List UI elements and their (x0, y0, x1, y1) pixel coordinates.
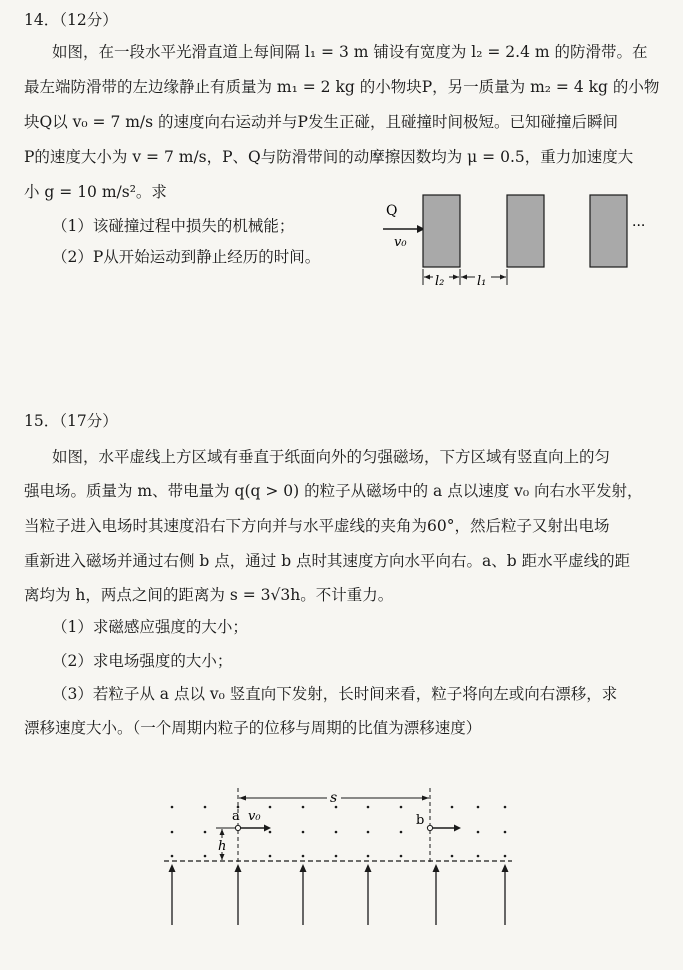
q15-fig-label-b: b (416, 813, 425, 828)
q15-fig-label-s: s (330, 790, 338, 806)
q14-dim-l2-arrow-left (424, 275, 430, 280)
q15-subquestion-3-cont: 漂移速度大小。（一个周期内粒子的位移与周期的比值为漂移速度） (24, 719, 482, 737)
q15-s-arrow-left (239, 796, 246, 801)
q15-text-line-4: 重新进入磁场并通过右侧 b 点，通过 b 点时其速度方向水平向右。a、b 距水平虚线的距 (24, 552, 631, 570)
q15-text-line-5: 离均为 h，两点之间的距离为 s = 3√3h。不计重力。 (24, 586, 394, 604)
q14-figure (380, 190, 680, 295)
q14-friction-strip-2 (507, 195, 544, 267)
q15-fig-label-v0: v₀ (248, 809, 261, 824)
q15-text-line-3: 当粒子进入电场时其速度沿右下方向并与水平虚线的夹角为60°，然后粒子又射出电场 (24, 517, 610, 535)
q14-fig-label-Q: Q (386, 203, 398, 219)
q15-subquestion-2: （2）求电场强度的大小； (52, 652, 233, 670)
q15-h-arrow-bottom (220, 854, 225, 860)
q15-s-arrow-right (422, 796, 429, 801)
q15-text-line-1: 如图，水平虚线上方区域有垂直于纸面向外的匀强磁场，下方区域有竖直向上的匀 (52, 448, 611, 466)
q14-subquestion-2: （2）P从开始运动到静止经历的时间。 (52, 248, 321, 266)
q15-electric-field-arrows (169, 864, 509, 925)
q14-friction-strip-1 (423, 195, 460, 267)
q14-dim-l1-arrow-left (461, 275, 467, 280)
q15-b-velocity-arrowhead (454, 825, 461, 832)
q15-text-line-2: 强电场。质量为 m、带电量为 q(q > 0) 的粒子从磁场中的 a 点以速度 v₀ 向右水平发射， (24, 482, 643, 500)
q14-text-line-5: 小 g = 10 m/s²。求 (24, 183, 167, 201)
q14-fig-label-v0: v₀ (394, 235, 407, 250)
q14-fig-label-l2: l₂ (435, 274, 445, 289)
q14-subquestion-1: （1）该碰撞过程中损失的机械能； (52, 217, 295, 235)
q14-fig-ellipsis: ··· (632, 218, 646, 234)
q14-dim-l2-arrow-right (453, 275, 459, 280)
q15-a-velocity-arrowhead (264, 825, 271, 832)
q15-fig-label-h: h (218, 839, 227, 854)
q14-text-line-2: 最左端防滑带的左边缘静止有质量为 m₁ = 2 kg 的小物块P，另一质量为 m₂ = 4 kg 的小物 (24, 78, 660, 96)
q15-fig-label-a: a (232, 809, 240, 824)
q14-friction-strip-3 (590, 195, 627, 267)
q14-header: 14．（12分） (24, 11, 118, 29)
q14-text-line-3: 块Q以 v₀ = 7 m/s 的速度向右运动并与P发生正碰，且碰撞时间极短。已知碰撞后瞬间 (24, 113, 618, 131)
q15-subquestion-3: （3）若粒子从 a 点以 v₀ 竖直向下发射，长时间来看，粒子将向左或向右漂移，求 (52, 685, 618, 703)
q14-text-line-1: 如图，在一段水平光滑直道上每间隔 l₁ = 3 m 铺设有宽度为 l₂ = 2.4 m 的防滑带。在 (52, 43, 648, 61)
q15-point-b (427, 825, 432, 830)
q15-header: 15．（17分） (24, 412, 118, 430)
q14-fig-label-l1: l₁ (477, 274, 487, 289)
q14-dim-l1-arrow-right (500, 275, 506, 280)
q15-subquestion-1: （1）求磁感应强度的大小； (52, 618, 248, 636)
q15-figure (160, 780, 530, 930)
q15-h-arrow-top (220, 829, 225, 835)
q14-text-line-4: P的速度大小为 v = 7 m/s，P、Q与防滑带间的动摩擦因数均为 μ = 0.5，重力加速度大 (24, 148, 634, 166)
q15-point-a (235, 825, 240, 830)
